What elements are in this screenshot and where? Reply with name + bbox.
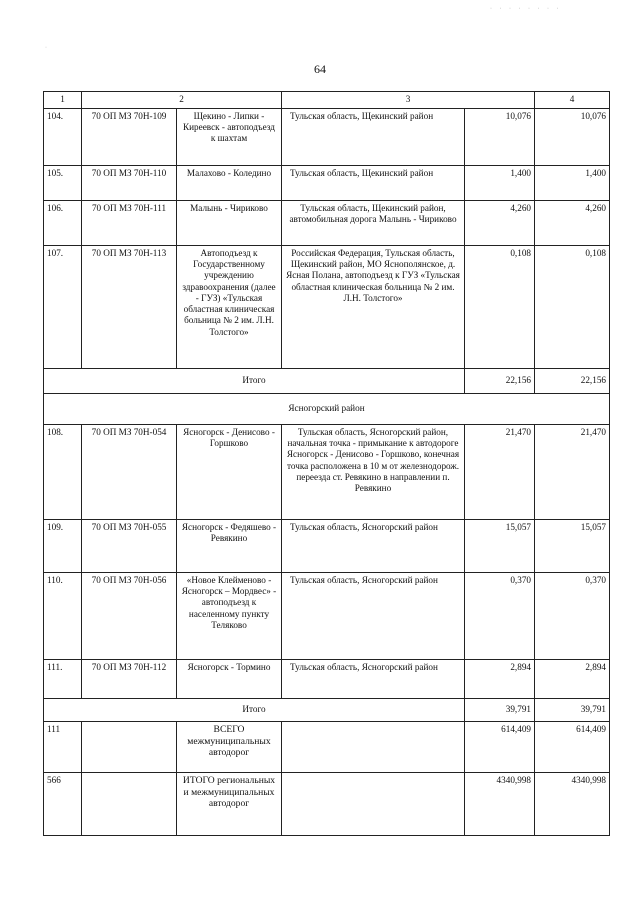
road-code: 70 ОП МЗ 70Н-112 [82, 660, 177, 699]
page-number: 64 [314, 62, 326, 76]
row-number: 104. [44, 109, 82, 166]
table-row [44, 660, 610, 699]
road-code: 70 ОП МЗ 70Н-111 [82, 201, 177, 246]
grand-total-row [44, 722, 610, 773]
row-number: 108. [44, 425, 82, 520]
road-location: Тульская область, Щекинский район [282, 166, 465, 201]
road-length: 4,260 [465, 201, 535, 246]
road-name: Малахово - Коледино [177, 166, 282, 201]
table-row [44, 573, 610, 660]
road-name: Щекино - Липки - Киреевск - автоподъезд к шахтам [177, 109, 282, 166]
road-location: Тульская область, Ясногорский район, начальная точка - примыкание к автодороге Ясногорск - Денисово - Горшково, конечная точка расположена в 10 м от железнодорож. переезда ст. Ревякино в направлении п. Ревякино [282, 425, 465, 520]
total-row [44, 369, 610, 394]
road-length: 2,894 [465, 660, 535, 699]
total-value: 22,156 [535, 369, 610, 394]
road-value: 10,076 [535, 109, 610, 166]
total-length: 39,791 [465, 699, 535, 722]
grand-count: 566 [44, 773, 82, 836]
road-location: Тульская область, Щекинский район [282, 109, 465, 166]
grand-empty-location [282, 722, 465, 773]
road-length: 10,076 [465, 109, 535, 166]
road-value: 4,260 [535, 201, 610, 246]
road-value: 0,108 [535, 246, 610, 369]
road-length: 1,400 [465, 166, 535, 201]
grand-empty-code [82, 722, 177, 773]
total-length: 22,156 [465, 369, 535, 394]
grand-count: 111 [44, 722, 82, 773]
header-cell-1: 1 [44, 92, 82, 109]
header-row [44, 92, 610, 109]
road-name: «Новое Клейменово - Ясногорск – Мордвес» - автоподъезд к населенному пункту Теляково [177, 573, 282, 660]
road-code: 70 ОП МЗ 70Н-109 [82, 109, 177, 166]
roads-table [43, 91, 610, 836]
road-name: Ясногорск - Тормино [177, 660, 282, 699]
row-number: 110. [44, 573, 82, 660]
road-length: 21,470 [465, 425, 535, 520]
scan-speckle: · [45, 45, 47, 51]
road-value: 0,370 [535, 573, 610, 660]
grand-value: 4340,998 [535, 773, 610, 836]
road-name: Ясногорск - Федяшево - Ревякино [177, 520, 282, 573]
road-location: Тульская область, Щекинский район, автомобильная дорога Малынь - Чириково [282, 201, 465, 246]
grand-label: ИТОГО региональных и межмуниципальных автодорог [177, 773, 282, 836]
grand-length: 4340,998 [465, 773, 535, 836]
scan-speckles: · · · · · · · · [490, 6, 562, 12]
road-value: 2,894 [535, 660, 610, 699]
row-number: 106. [44, 201, 82, 246]
road-value: 15,057 [535, 520, 610, 573]
grand-value: 614,409 [535, 722, 610, 773]
total-label: Итого [44, 369, 465, 394]
table-row [44, 246, 610, 369]
road-code: 70 ОП МЗ 70Н-110 [82, 166, 177, 201]
grand-total-row [44, 773, 610, 836]
road-code: 70 ОП МЗ 70Н-113 [82, 246, 177, 369]
road-value: 1,400 [535, 166, 610, 201]
road-name: Ясногорск - Денисово - Горшково [177, 425, 282, 520]
header-cell-2: 2 [82, 92, 282, 109]
table-row [44, 425, 610, 520]
road-code: 70 ОП МЗ 70Н-054 [82, 425, 177, 520]
row-number: 111. [44, 660, 82, 699]
road-code: 70 ОП МЗ 70Н-055 [82, 520, 177, 573]
total-label: Итого [44, 699, 465, 722]
grand-empty-location [282, 773, 465, 836]
row-number: 109. [44, 520, 82, 573]
table-row [44, 520, 610, 573]
header-cell-3: 3 [282, 92, 535, 109]
header-cell-4: 4 [535, 92, 610, 109]
road-length: 15,057 [465, 520, 535, 573]
road-length: 0,108 [465, 246, 535, 369]
grand-label: ВСЕГО межмуниципальных автодорог [177, 722, 282, 773]
grand-empty-code [82, 773, 177, 836]
table-row [44, 166, 610, 201]
section-title: Ясногорский район [44, 394, 610, 425]
road-location: Тульская область, Ясногорский район [282, 520, 465, 573]
total-value: 39,791 [535, 699, 610, 722]
road-value: 21,470 [535, 425, 610, 520]
section-row [44, 394, 610, 425]
road-name: Автоподъезд к Государственному учреждению здравоохранения (далее - ГУЗ) «Тульская областная клиническая больница № 2 им. Л.Н. Толстого» [177, 246, 282, 369]
row-number: 105. [44, 166, 82, 201]
road-code: 70 ОП МЗ 70Н-056 [82, 573, 177, 660]
row-number: 107. [44, 246, 82, 369]
road-location: Тульская область, Ясногорский район [282, 660, 465, 699]
road-location: Тульская область, Ясногорский район [282, 573, 465, 660]
road-location: Российская Федерация, Тульская область, Щекинский район, МО Яснополянское, д. Ясная Полана, автоподъезд к ГУЗ «Тульская областная клиническая больница № 2 им. Л.Н. Толстого» [282, 246, 465, 369]
total-row [44, 699, 610, 722]
table-row [44, 201, 610, 246]
road-name: Малынь - Чириково [177, 201, 282, 246]
grand-length: 614,409 [465, 722, 535, 773]
table-row [44, 109, 610, 166]
road-length: 0,370 [465, 573, 535, 660]
